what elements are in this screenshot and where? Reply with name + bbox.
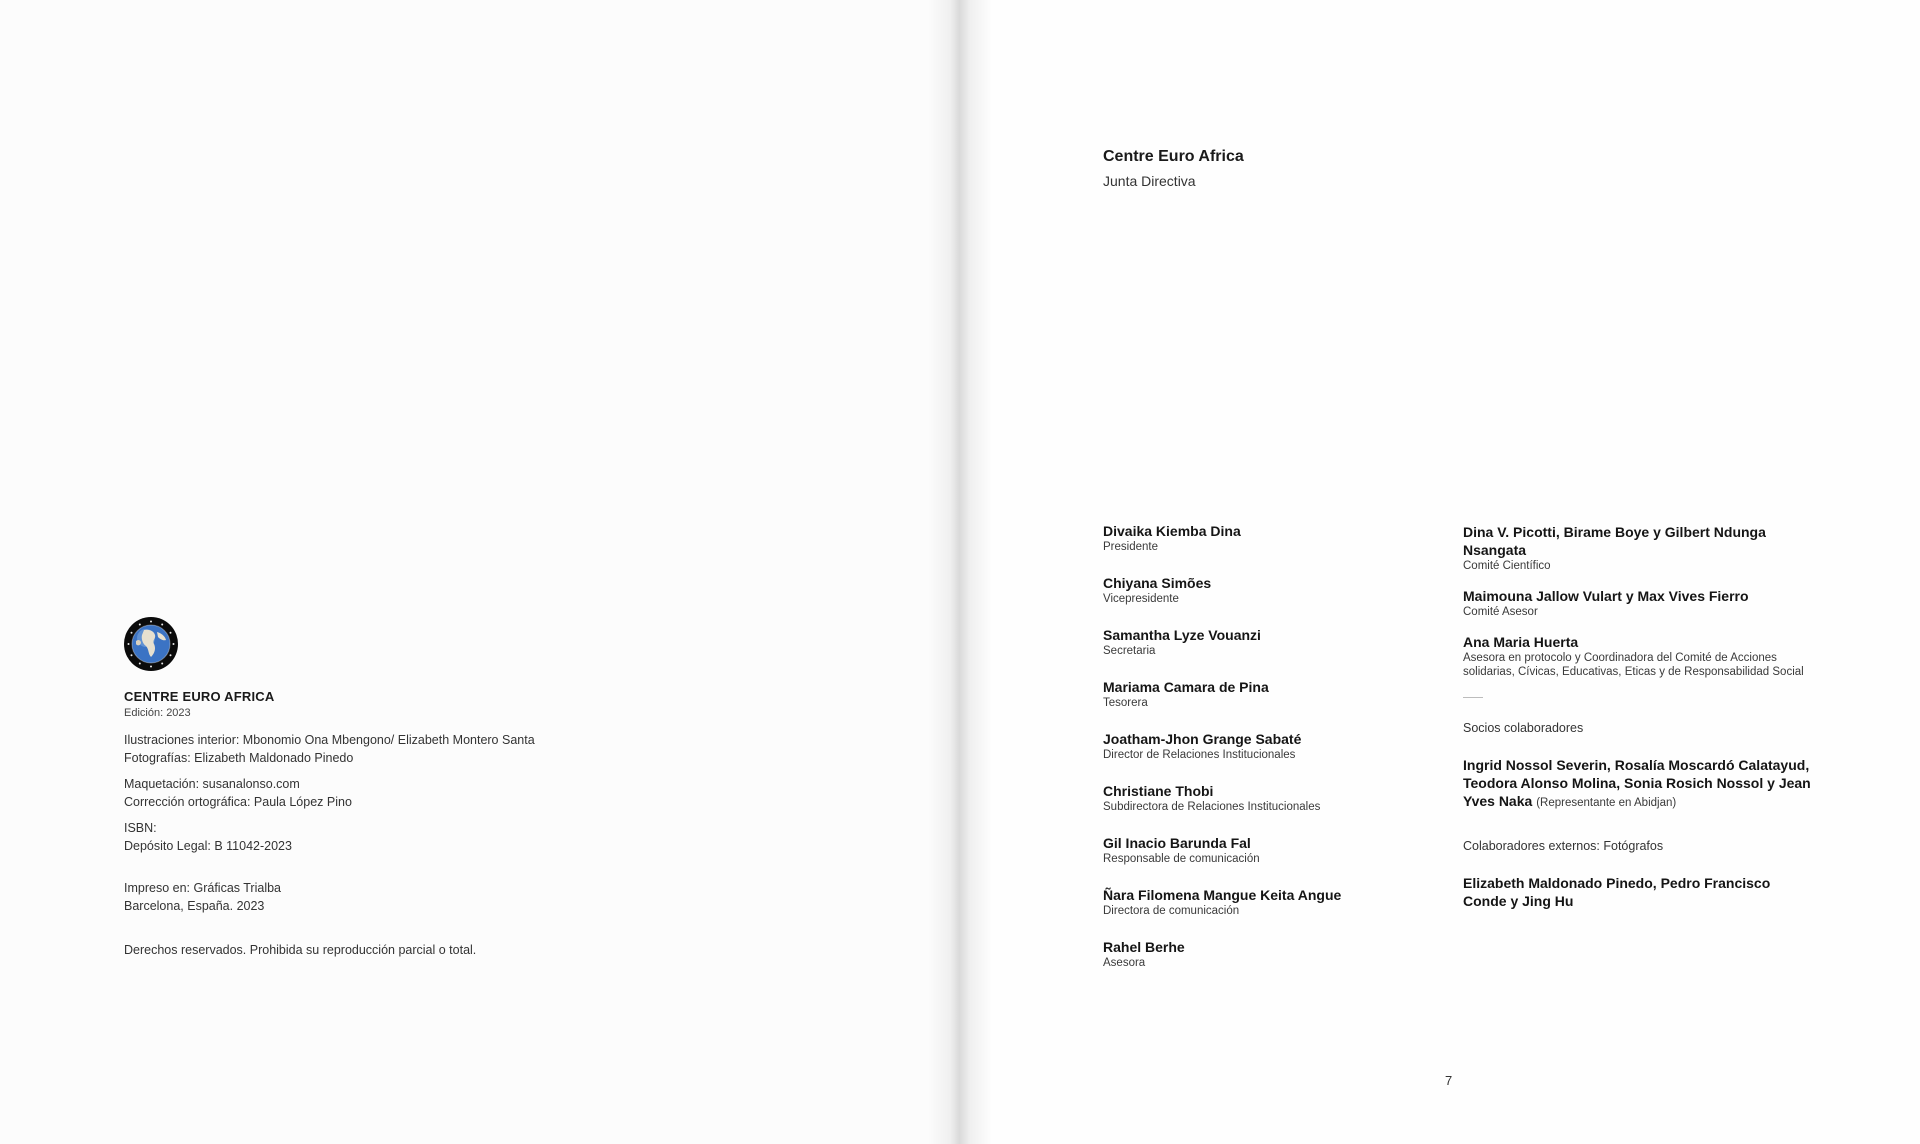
colophon-illustrations: Ilustraciones interior: Mbonomio Ona Mbengono/ Elizabeth Montero Santa bbox=[124, 733, 535, 747]
partners-entry bbox=[1463, 756, 1813, 812]
board-member-name: Samantha Lyze Vouanzi bbox=[1103, 627, 1261, 643]
board-member-role: Responsable de comunicación bbox=[1103, 853, 1260, 865]
board-member-name: Christiane Thobi bbox=[1103, 783, 1214, 799]
board-member-role: Presidente bbox=[1103, 541, 1158, 553]
colophon bbox=[124, 689, 824, 959]
board-member-role: Subdirectora de Relaciones Institucionales bbox=[1103, 801, 1321, 813]
colophon-printed-in: Impreso en: Gráficas Trialba bbox=[124, 881, 282, 895]
board-member-role: Directora de comunicación bbox=[1103, 905, 1240, 917]
board-member-name: Divaika Kiemba Dina bbox=[1103, 523, 1241, 539]
board-member bbox=[1103, 627, 1433, 679]
board-member bbox=[1103, 939, 1433, 991]
board-member bbox=[1103, 887, 1433, 939]
colophon-proofreading: Corrección ortográfica: Paula López Pino bbox=[124, 795, 352, 809]
board-member bbox=[1103, 835, 1433, 887]
external-collaborators-names: Elizabeth Maldonado Pinedo, Pedro Francisco Conde y Jing Hu bbox=[1463, 875, 1771, 909]
board-member-role: Director de Relaciones Institucionales bbox=[1103, 749, 1296, 761]
board-member-role: Vicepresidente bbox=[1103, 593, 1179, 605]
page-subtitle: Junta Directiva bbox=[1103, 173, 1196, 189]
board-member-name: Ñara Filomena Mangue Keita Angue bbox=[1103, 887, 1342, 903]
globe-seal-icon bbox=[124, 617, 178, 671]
board-member-role: Tesorera bbox=[1103, 697, 1148, 709]
committee-entry bbox=[1463, 587, 1813, 619]
board-member bbox=[1103, 575, 1433, 627]
board-list bbox=[1103, 523, 1433, 991]
colophon-photos: Fotografías: Elizabeth Maldonado Pinedo bbox=[124, 751, 354, 765]
board-member-name: Chiyana Simões bbox=[1103, 575, 1212, 591]
partners-note: (Representante en Abidjan) bbox=[1536, 797, 1677, 809]
external-collaborators-label: Colaboradores externos: Fotógrafos bbox=[1463, 839, 1664, 853]
board-member-name: Mariama Camara de Pina bbox=[1103, 679, 1269, 695]
page-number: 7 bbox=[1445, 1073, 1453, 1088]
board-member bbox=[1103, 731, 1433, 783]
colophon-layout-credit: Maquetación: susanalonso.com bbox=[124, 777, 300, 791]
colophon-org-name: CENTRE EURO AFRICA bbox=[124, 689, 275, 704]
committee-entry bbox=[1463, 523, 1813, 573]
board-member-role: Asesora bbox=[1103, 957, 1146, 969]
external-collaborators-entry bbox=[1463, 874, 1813, 910]
committee-role: Asesora en protocolo y Coordinadora del Comité de Acciones solidarias, Cívicas, Educativas, Eticas y de Responsabilidad Social bbox=[1463, 652, 1804, 678]
partners-names-line bbox=[1463, 756, 1813, 812]
colophon-isbn: ISBN: bbox=[124, 821, 157, 835]
colophon-rights: Derechos reservados. Prohibida su reproducción parcial o total. bbox=[124, 943, 477, 957]
committee-members: Maimouna Jallow Vulart y Max Vives Fierro bbox=[1463, 588, 1749, 604]
page-title: Centre Euro Africa bbox=[1103, 148, 1244, 165]
colophon-legal-deposit: Depósito Legal: B 11042-2023 bbox=[124, 839, 292, 853]
partners-label: Socios colaboradores bbox=[1463, 721, 1584, 735]
board-member-name: Gil Inacio Barunda Fal bbox=[1103, 835, 1251, 851]
committee-role: Comité Asesor bbox=[1463, 606, 1538, 618]
board-member-name: Rahel Berhe bbox=[1103, 939, 1185, 955]
committee-list bbox=[1463, 523, 1813, 924]
colophon-place-year: Barcelona, España. 2023 bbox=[124, 899, 265, 913]
section-divider bbox=[1463, 697, 1483, 698]
colophon-edition: Edición: 2023 bbox=[124, 707, 191, 719]
committee-members: Dina V. Picotti, Birame Boye y Gilbert Ndunga Nsangata bbox=[1463, 524, 1766, 558]
board-member-name: Joatham-Jhon Grange Sabaté bbox=[1103, 731, 1302, 747]
board-member bbox=[1103, 679, 1433, 731]
board-member bbox=[1103, 523, 1433, 575]
committee-members: Ana Maria Huerta bbox=[1463, 634, 1579, 650]
partners-names: Ingrid Nossol Severin, Rosalía Moscardó Calatayud, Teodora Alonso Molina, Sonia Rosich Nossol y Jean Yves Naka bbox=[1463, 757, 1811, 809]
committee-role: Comité Científico bbox=[1463, 560, 1551, 572]
board-member bbox=[1103, 783, 1433, 835]
board-member-role: Secretaria bbox=[1103, 645, 1156, 657]
committee-entry bbox=[1463, 633, 1813, 679]
